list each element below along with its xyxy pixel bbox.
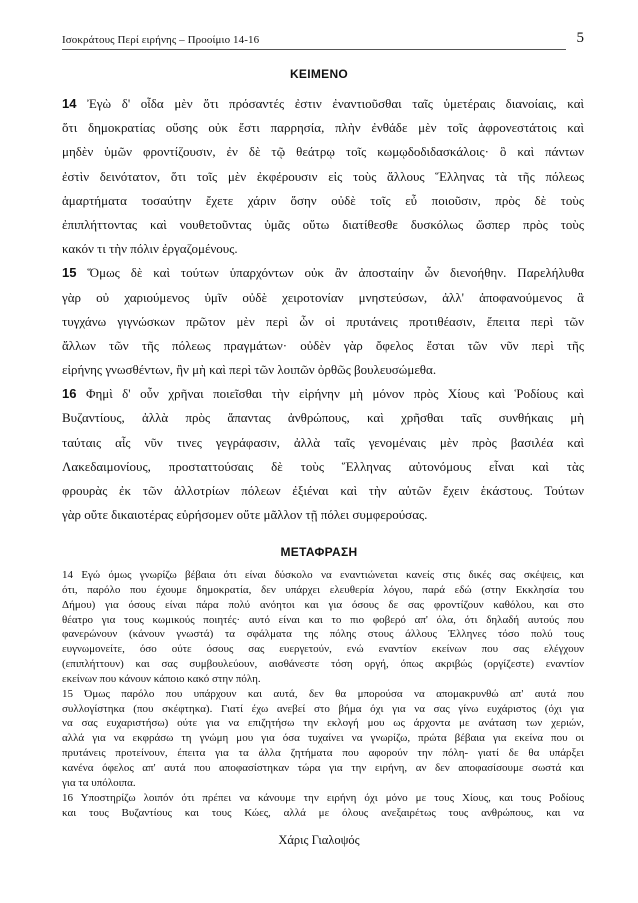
text-line [62,237,584,261]
line-text: φρουρὰς ἐκ τῶν ἀλλοτρίων πόλεων ἐξιέναι καὶ τὴν αὑτῶν ἔχειν ἑκάστους. Τούτων [62,483,584,498]
line-text: ἐπιπλήττοντας καὶ νουθετοῦντας ὑμᾶς οὕτω διατίθεσθε δυσκόλως ὥσπερ πρὸς τοὺς [62,216,584,232]
text-line [62,431,584,455]
line-text: γὰρ οὐ χαριούμενος ὑμῖν οὐδὲ χειροτονίαν μνηστεύσων, ἀλλ' ἀποφανούμενος ἃ [62,289,584,305]
translation-line: για τα υπόλοιπα. [62,776,136,789]
translation-heading: ΜΕΤΑΦΡΑΣΗ [280,545,358,559]
line-text: ταύταις αἷς νῦν τινες γεγράφασιν, ἀλλὰ ταῖς γενομέναις μὲν πρὸς βασιλέα καὶ [62,434,584,450]
translation-line: (επιπλήττουν) και σας συμβουλεύουν, αισθάνεστε τόση οργή, όπως ακριβώς (οργίζεστε) εναντίον [62,658,584,671]
translation-line: και τους Βυζαντίους και τους Κώες, αλλά με όλους ανεξαιρέτως τους ανθρώπους, και να [62,806,584,819]
header-rule [62,49,566,50]
translation-line: πρυτάνεις προτείνουν, έπειτα για τα άλλα ζητήματα που αφορούν την πόλη- γιατί δε θα υπάρξει [62,747,584,760]
line-text: Βυζαντίους, ἀλλὰ πρὸς ἅπαντας ἀνθρώπους, καὶ χρῆσθαι ταῖς συνθήκαις μὴ [62,410,584,426]
line-text: Ἐγὼ δ' οἶδα μὲν ὅτι πρόσαντές ἐστιν ἐναντιοῦσθαι ταῖς ὑμετέραις διανοίαις, καὶ [76,96,584,111]
translation-line: φανερώνουν (κάνουν γνωστά) τα σφάλματα της πόλης στους άλλους Έλληνες τόσο πολύ τους [62,628,584,641]
page-header [62,26,584,48]
text-line [62,213,584,237]
line-text: κακόν τι τὴν πόλιν ἐργαζομένους. [62,241,238,257]
text-line [62,116,584,140]
text-line [62,165,584,189]
translation-line: 15 Όμως παρόλο που υπάρχουν και αυτά, δεν θα μπορούσα να απομακρυνθώ απ' αυτά που [62,687,584,700]
text-line [62,334,584,358]
translation-line: συλλογίστηκα (που σκέφτηκα). Γιατί έχω ανεβεί στο βήμα όχι για να σας γίνω ευχάριστος (όχι για [62,702,584,715]
text-line [62,503,584,527]
translation-line: Δήμου) για όσους είναι πάρα πολύ ανόητοι και για όσους δε σας φροντίζουν καθόλου, και στο [62,598,584,611]
translation-line: να σας ευχαριστήσω) ούτε για να επιζητήσω την εκλογή μου ως άρχοντα με ανάταση των χεριών, [62,717,584,730]
line-text: ἐστὶν δεινότατον, ὅτι τοῖς μὲν ἐκφέρουσιν εἰς τοὺς ἄλλους Ἕλληνας τὰ τῆς πόλεως [62,168,584,184]
section-number: 14 [62,96,77,111]
running-title: Ισοκράτους Περί ειρήνης – Προοίμιο 14-16 [62,34,260,46]
text-line [62,358,584,382]
text-line [62,310,584,334]
translation-line: ευγνωμονείτε, όσο ούτε όσους σας ευεργετούν, ενώ εναντίον εκείνων που σας ελέγχουν [62,643,584,656]
text-line [62,382,584,406]
text-line [62,261,584,285]
line-text: Λακεδαιμονίους, προσταττούσαις δὲ τοὺς Ἕλληνας αὐτονόμους εἶναι καὶ τὰς [62,458,584,474]
author-footer: Χάρις Γιαλοψός [278,833,360,847]
translation-text [62,568,584,820]
translation-line: 14 Εγώ όμως γνωρίζω βέβαια ότι είναι δύσκολο να εναντιώνεται κανείς στις δικές σας σκέψεις, και [62,569,584,581]
page-number: 5 [576,30,584,46]
line-text: ἁμαρτήματα τοσαύτην ἔχετε χάριν ὅσην οὐδὲ τοῖς εὖ ποιοῦσιν, πρὸς δὲ τοὺς [62,192,584,208]
text-line [62,479,584,503]
line-text: Φημὶ δ' οὖν χρῆναι ποιεῖσθαι τὴν εἰρήνην μὴ μόνον πρὸς Χίους καὶ Ῥοδίους καὶ [76,386,584,402]
translation-line: εκείνων που κάνουν κάποιο κακό στην πόλη. [62,672,261,685]
text-line [62,455,584,479]
section-number: 15 [62,265,77,281]
translation-line: ότι, παρόλο που έχουμε δημοκρατία, δεν υπάρχει ελευθερία λόγου, παρά εδώ (στην Εκκλησία του [62,583,584,596]
translation-line: αλλά για να εκφράσω τη γνώμη μου για όσα τυχαίνει να γνωρίζω, πρώτα βέβαια για εκείνα που οι [62,732,584,745]
section-number: 16 [62,386,77,402]
translation-line: 16 Υποστηρίζω λοιπόν ότι πρέπει να κάνουμε την ειρήνη όχι μόνο με τους Χίους, και τους Ροδίους [62,791,584,804]
text-line [62,140,584,164]
line-text: Ὅμως δὲ καὶ τούτων ὑπαρχόντων οὐκ ἂν ἀποσταίην ὧν διενοήθην. Παρελήλυθα [76,265,584,281]
line-text: ἄλλων τῶν τῆς πόλεως πραγμάτων· οὐδὲν γὰρ ὄφελος ἔσται τῶν νῦν περὶ τῆς [62,337,584,353]
text-heading: ΚΕΙΜΕΝΟ [289,67,349,81]
ancient-greek-text [62,92,584,527]
text-line [62,189,584,213]
text-line [62,92,584,116]
line-text: μηδὲν ὑμῶν φροντίζουσιν, ἐν δὲ τῷ θεάτρῳ τοῖς κωμῳδοδιδασκάλοις· ὃ καὶ πάντων [62,144,584,160]
line-text: εἰρήνης γνωσθέντων, ἢν μὴ καὶ περὶ τῶν λοιπῶν ὀρθῶς βουλευσώμεθα. [62,362,437,378]
line-text: γὰρ οὔτε δικαιοτέρας εὑρήσομεν οὔτε μᾶλλον τῇ πόλει συμφερούσας. [62,507,428,523]
line-text: τυγχάνω γιγνώσκων πρῶτον μὲν περὶ ὧν οἱ πρυτάνεις προτιθέασιν, ἔπειτα περὶ τῶν [62,313,584,329]
translation-line: κανένα όφελος απ' αυτά που αποφασίστηκαν τώρα για την ειρήνη, αν δεν αποφασίσουμε σωστά και [62,761,584,774]
translation-line: θέατρο για τους κωμικούς ποιητές· αυτό είναι και το πιο φοβερό απ' όλα, ότι δηλαδή αυτούς που [62,613,584,626]
text-line [62,406,584,430]
text-line [62,286,584,310]
line-text: ὅτι δημοκρατίας οὔσης οὐκ ἔστι παρρησία, πλὴν ἐνθάδε μὲν τοῖς ἀφρονεστάτοις καὶ [62,120,584,136]
